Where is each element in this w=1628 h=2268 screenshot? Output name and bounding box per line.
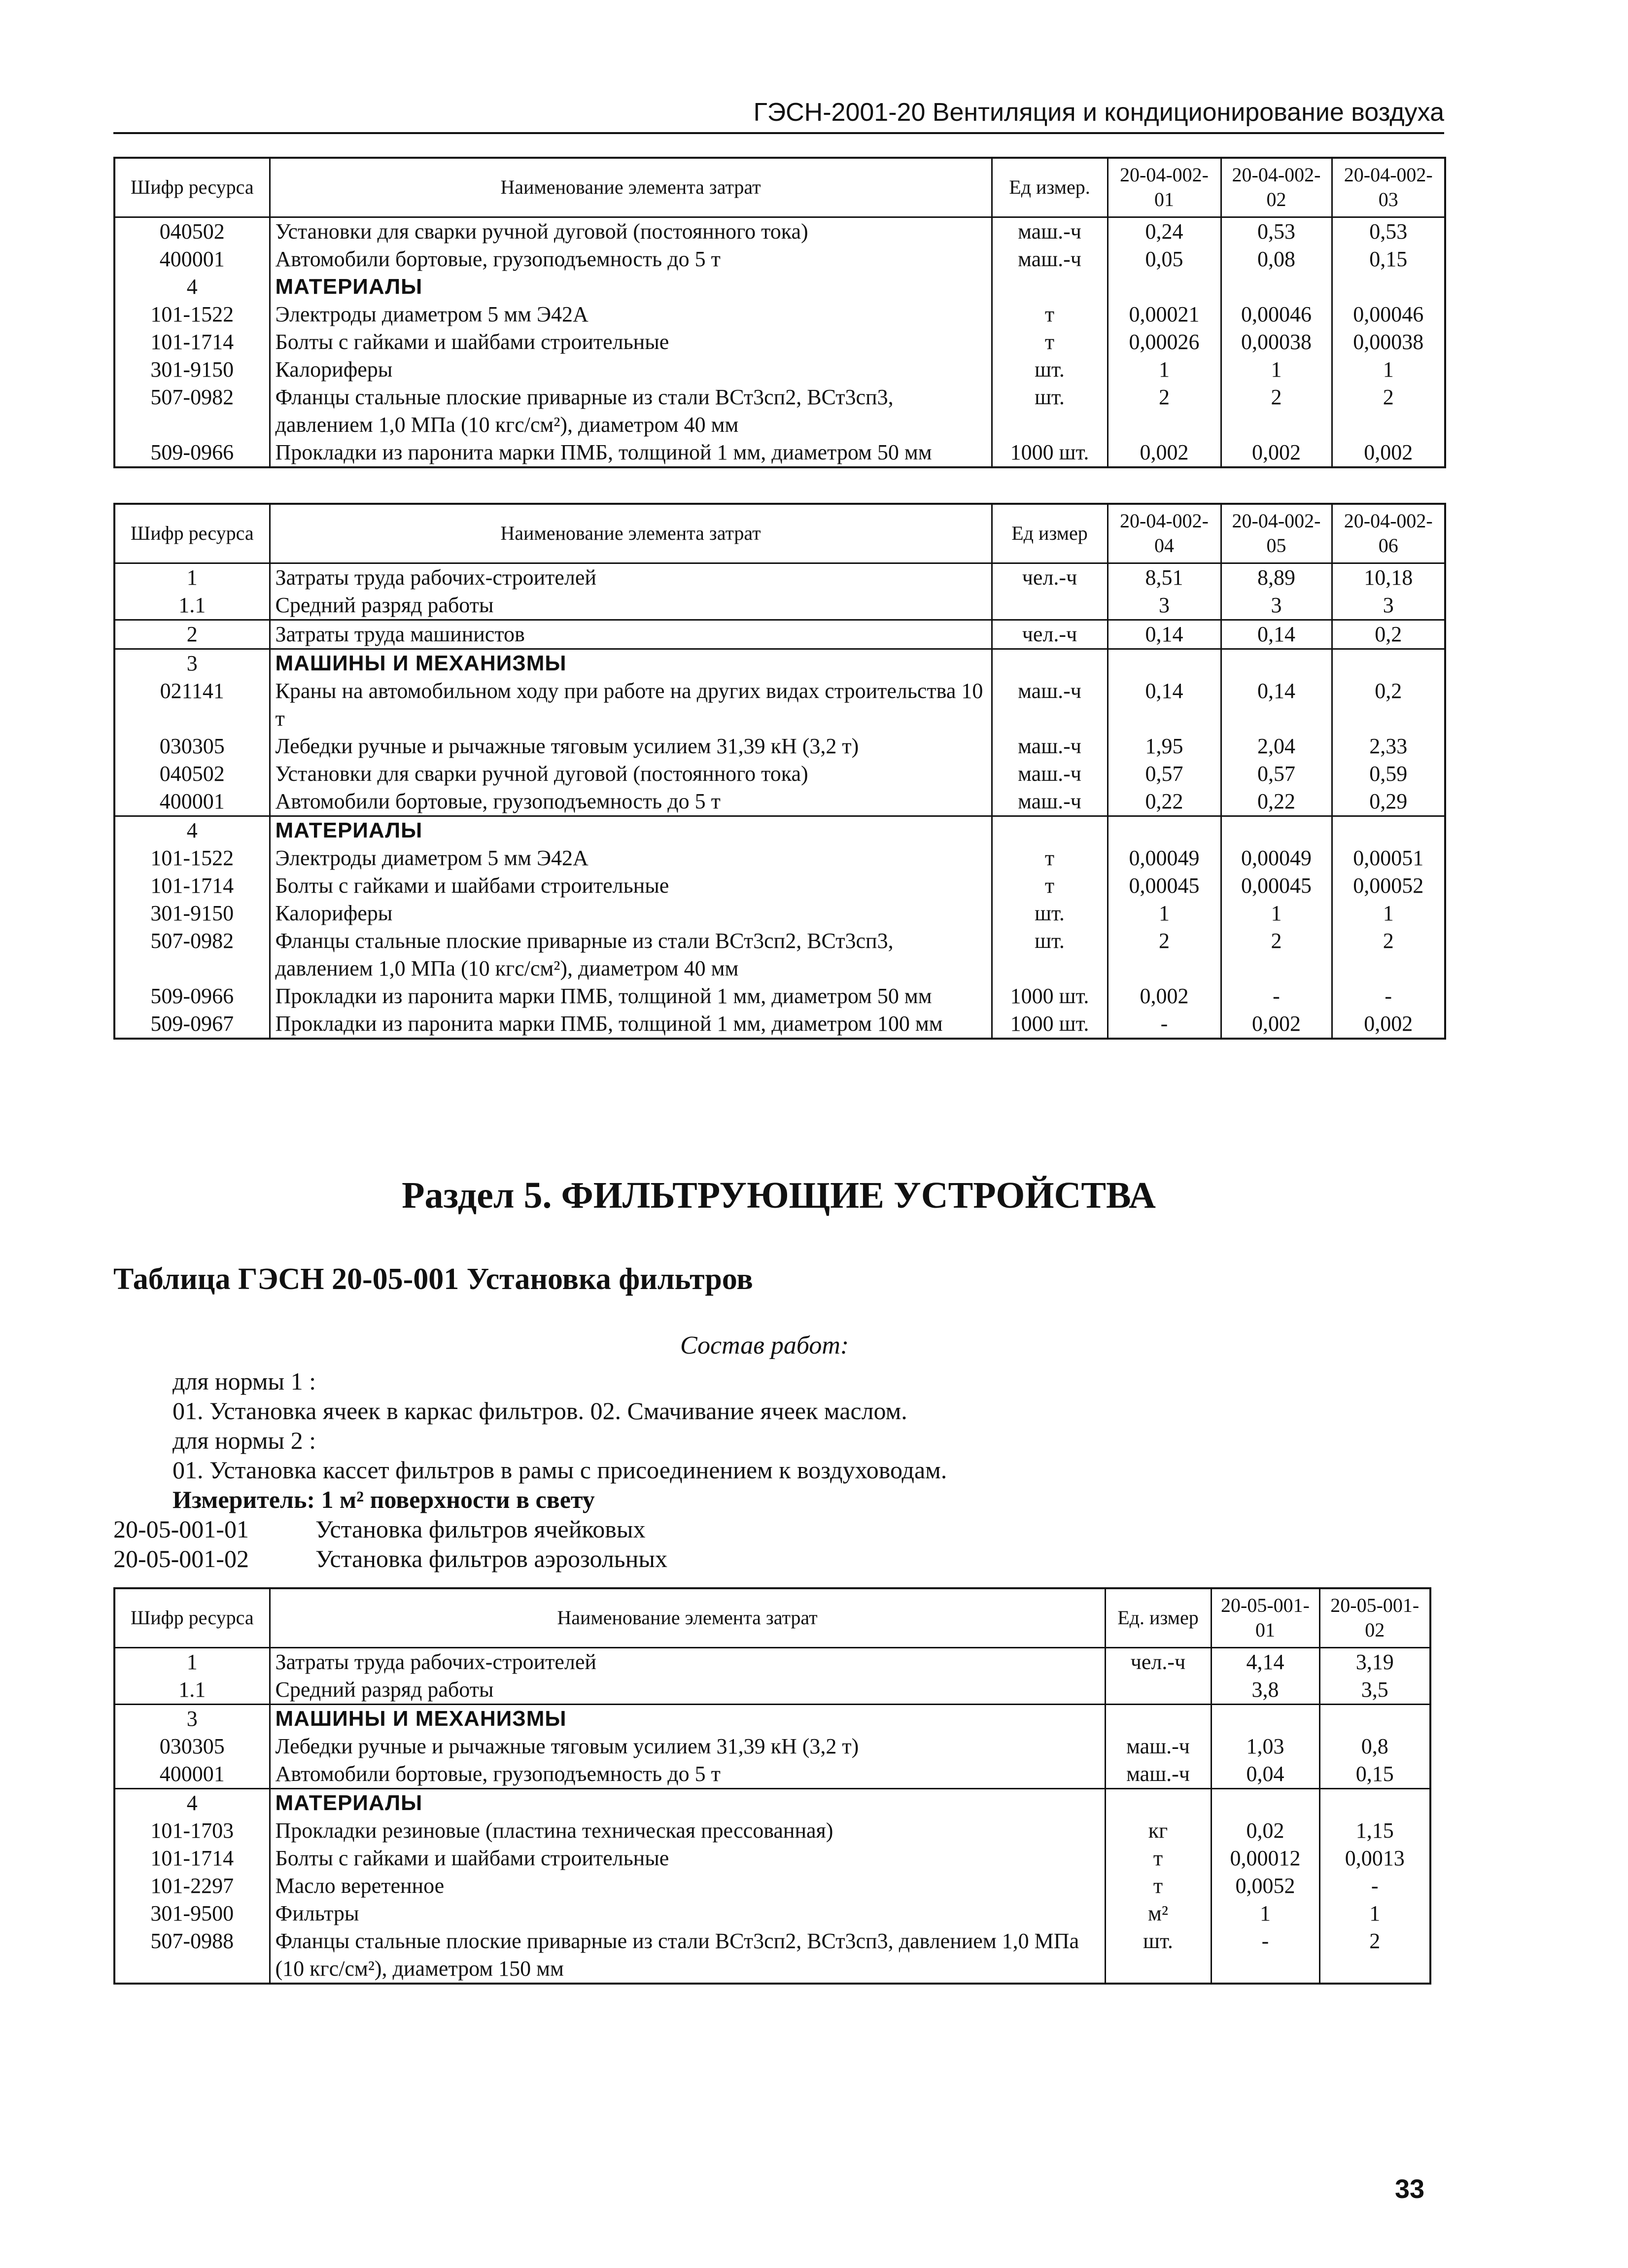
resource-name: Прокладки из паронита марки ПМБ, толщиной 1 мм, диаметром 50 мм (270, 982, 992, 1010)
norm-value: 1 (1108, 356, 1221, 384)
resource-unit: 1000 шт. (992, 1010, 1108, 1039)
norm-value: 1 (1108, 900, 1221, 927)
resource-unit (992, 273, 1108, 301)
resource-name: МАТЕРИАЛЫ (270, 1788, 1105, 1817)
resource-code: 4 (114, 1788, 270, 1817)
norm-value: 0,14 (1108, 677, 1221, 733)
norm-value: 0,24 (1108, 217, 1221, 245)
resource-code: 021141 (114, 677, 270, 733)
resource-unit: т (992, 328, 1108, 356)
resource-code: 1 (114, 563, 270, 592)
resource-unit: шт. (992, 356, 1108, 384)
resource-code: 030305 (114, 733, 270, 760)
group-header-row (114, 1788, 1430, 1817)
col-header-code: Шифр ресурса (114, 1588, 270, 1647)
norm-value (1332, 816, 1445, 844)
resource-code: 101-1714 (114, 328, 270, 356)
table-row (114, 733, 1445, 760)
measure-unit: Измеритель: 1 м² поверхности в свету (173, 1486, 595, 1513)
table-row (114, 1927, 1430, 1984)
section-title: Раздел 5. ФИЛЬТРУЮЩИЕ УСТРОЙСТВА (402, 1175, 1156, 1216)
resource-name: Фильтры (270, 1900, 1105, 1927)
table-row (114, 217, 1445, 245)
resource-name: Лебедки ручные и рычажные тяговым усилием 31,39 кН (3,2 т) (270, 1733, 1105, 1760)
group-header-row (114, 1704, 1430, 1733)
resource-table-3 (113, 1587, 1431, 1985)
resource-unit: чел.-ч (992, 620, 1108, 649)
resource-unit (1105, 1676, 1211, 1705)
resource-name: Болты с гайками и шайбами строительные (270, 1845, 1105, 1872)
norm-value: 0,59 (1332, 760, 1445, 788)
norm-code: 20-05-001-01 (113, 1515, 249, 1543)
resource-name: Фланцы стальные плоские приварные из стали ВСт3сп2, ВСт3сп3, давлением 1,0 МПа (10 кгс/см²), диаметром 150 мм (270, 1927, 1105, 1984)
resource-unit: маш.-ч (992, 677, 1108, 733)
resource-code: 301-9150 (114, 356, 270, 384)
resource-code: 400001 (114, 788, 270, 816)
norm-value: 2,33 (1332, 733, 1445, 760)
resource-code: 2 (114, 620, 270, 649)
table-row (114, 384, 1445, 439)
resource-name: Калориферы (270, 900, 992, 927)
norm-value: 0,00046 (1221, 301, 1332, 328)
norm-value: 0,22 (1108, 788, 1221, 816)
norm-value: 2 (1108, 927, 1221, 982)
resource-code: 101-1703 (114, 1817, 270, 1845)
resource-unit: шт. (992, 927, 1108, 982)
norm-value: 0,00049 (1108, 844, 1221, 872)
norm-value: 2 (1332, 384, 1445, 439)
norm-value: 0,15 (1319, 1760, 1430, 1789)
norm-value (1221, 816, 1332, 844)
col-header-norm: 20-05-001-02 (1319, 1588, 1430, 1647)
resource-code: 509-0966 (114, 982, 270, 1010)
norm-value: - (1221, 982, 1332, 1010)
resource-code: 507-0988 (114, 1927, 270, 1984)
norm-value: 3 (1108, 592, 1221, 620)
col-header-name: Наименование элемента затрат (270, 504, 992, 563)
resource-code: 301-9150 (114, 900, 270, 927)
norm-value: 0,00021 (1108, 301, 1221, 328)
resource-code: 101-1522 (114, 301, 270, 328)
norm-value: 0,00045 (1108, 872, 1221, 900)
resource-name: Установки для сварки ручной дуговой (постоянного тока) (270, 760, 992, 788)
norm-value: 0,002 (1221, 439, 1332, 467)
resource-unit: кг (1105, 1817, 1211, 1845)
resource-code: 040502 (114, 760, 270, 788)
norm-value: 0,05 (1108, 245, 1221, 273)
norm-value: 8,51 (1108, 563, 1221, 592)
col-header-unit: Ед измер (992, 504, 1108, 563)
table-row (114, 328, 1445, 356)
table-row (114, 439, 1445, 467)
table-row (114, 1647, 1430, 1676)
resource-unit: маш.-ч (992, 788, 1108, 816)
resource-unit (992, 592, 1108, 620)
table-row (114, 1010, 1445, 1039)
table-row (114, 1900, 1430, 1927)
header-rule (113, 132, 1444, 134)
col-header-norm: 20-04-002-04 (1108, 504, 1221, 563)
resource-unit: т (992, 844, 1108, 872)
table-row (114, 356, 1445, 384)
norm-value: 1,95 (1108, 733, 1221, 760)
norm-value: 1 (1221, 356, 1332, 384)
table-row (114, 677, 1445, 733)
resource-code: 101-2297 (114, 1872, 270, 1900)
col-header-code: Шифр ресурса (114, 158, 270, 217)
norm-value (1332, 649, 1445, 677)
resource-name: Фланцы стальные плоские приварные из стали ВСт3сп2, ВСт3сп3, давлением 1,0 МПа (10 кгс/см²), диаметром 40 мм (270, 384, 992, 439)
norm-value: 1 (1221, 900, 1332, 927)
norm1-label: для нормы 1 : (173, 1367, 316, 1395)
norm-value: 0,08 (1221, 245, 1332, 273)
resource-unit: маш.-ч (992, 217, 1108, 245)
resource-name: Лебедки ручные и рычажные тяговым усилием 31,39 кН (3,2 т) (270, 733, 992, 760)
resource-unit (1105, 1704, 1211, 1733)
resource-unit: маш.-ч (992, 245, 1108, 273)
norm-value: 0,14 (1221, 677, 1332, 733)
resource-name: Затраты труда рабочих-строителей (270, 1647, 1105, 1676)
norm-code: 20-05-001-02 (113, 1545, 249, 1572)
table-row (114, 760, 1445, 788)
resource-name: Прокладки из паронита марки ПМБ, толщиной 1 мм, диаметром 50 мм (270, 439, 992, 467)
norm-value (1221, 649, 1332, 677)
resource-code: 1.1 (114, 592, 270, 620)
norm-value: 0,00052 (1332, 872, 1445, 900)
resource-unit: т (992, 872, 1108, 900)
norm-value: 0,002 (1108, 982, 1221, 1010)
resource-unit: чел.-ч (1105, 1647, 1211, 1676)
col-header-unit: Ед измер. (992, 158, 1108, 217)
col-header-norm: 20-04-002-03 (1332, 158, 1445, 217)
norm-value: 8,89 (1221, 563, 1332, 592)
resource-name: Прокладки резиновые (пластина техническая прессованная) (270, 1817, 1105, 1845)
resource-name: Установки для сварки ручной дуговой (постоянного тока) (270, 217, 992, 245)
table-row (114, 245, 1445, 273)
norm-value: 0,15 (1332, 245, 1445, 273)
norm-value: 0,00038 (1332, 328, 1445, 356)
norm-value: 1 (1319, 1900, 1430, 1927)
table-row (114, 844, 1445, 872)
table-row (114, 1817, 1430, 1845)
norm-value (1319, 1704, 1430, 1733)
norm-value: 3 (1332, 592, 1445, 620)
norm-value: 0,00051 (1332, 844, 1445, 872)
norm-value: 3,19 (1319, 1647, 1430, 1676)
norm-value: 3,8 (1211, 1676, 1319, 1705)
norm2-label: для нормы 2 : (173, 1427, 316, 1454)
resource-name: Электроды диаметром 5 мм Э42А (270, 301, 992, 328)
table-row (114, 872, 1445, 900)
resource-table-1 (113, 157, 1446, 468)
resource-name: Прокладки из паронита марки ПМБ, толщиной 1 мм, диаметром 100 мм (270, 1010, 992, 1039)
norm-value: 0,00045 (1221, 872, 1332, 900)
resource-unit: маш.-ч (992, 733, 1108, 760)
resource-unit: 1000 шт. (992, 439, 1108, 467)
norm-value: 0,57 (1108, 760, 1221, 788)
resource-name: Затраты труда рабочих-строителей (270, 563, 992, 592)
resource-name: Автомобили бортовые, грузоподъемность до 5 т (270, 1760, 1105, 1789)
table-row (114, 592, 1445, 620)
norm-value (1319, 1788, 1430, 1817)
norm-value: 1 (1332, 356, 1445, 384)
norm-value: 3 (1221, 592, 1332, 620)
table-row (114, 1676, 1430, 1705)
norm-description: Установка фильтров ячейковых (315, 1515, 646, 1543)
table-title: Таблица ГЭСН 20-05-001 Установка фильтров (113, 1262, 753, 1296)
norm-value: 0,00026 (1108, 328, 1221, 356)
norm-value: - (1319, 1872, 1430, 1900)
resource-name: Фланцы стальные плоские приварные из стали ВСт3сп2, ВСт3сп3, давлением 1,0 МПа (10 кгс/см²), диаметром 40 мм (270, 927, 992, 982)
resource-code: 4 (114, 816, 270, 844)
table-row (114, 301, 1445, 328)
resource-name: Калориферы (270, 356, 992, 384)
resource-unit: шт. (992, 384, 1108, 439)
norm-value: 0,002 (1108, 439, 1221, 467)
norm1-text: 01. Установка ячеек в каркас фильтров. 02. Смачивание ячеек маслом. (173, 1397, 907, 1425)
norm-value: 0,53 (1221, 217, 1332, 245)
resource-code: 509-0966 (114, 439, 270, 467)
resource-code: 400001 (114, 1760, 270, 1789)
norm-value: 2 (1108, 384, 1221, 439)
resource-code: 030305 (114, 1733, 270, 1760)
norm-value (1211, 1704, 1319, 1733)
resource-code: 101-1522 (114, 844, 270, 872)
norm-value: 10,18 (1332, 563, 1445, 592)
col-header-norm: 20-04-002-02 (1221, 158, 1332, 217)
table-row (114, 1733, 1430, 1760)
resource-unit (1105, 1788, 1211, 1817)
resource-name: Болты с гайками и шайбами строительные (270, 328, 992, 356)
table-row (114, 1845, 1430, 1872)
norm-value: 0,2 (1332, 620, 1445, 649)
norm-value: 0,53 (1332, 217, 1445, 245)
page-number: 33 (1395, 2174, 1425, 2204)
running-header: ГЭСН-2001-20 Вентиляция и кондиционирование воздуха (753, 98, 1444, 127)
norm-value: 2 (1332, 927, 1445, 982)
resource-name: Болты с гайками и шайбами строительные (270, 872, 992, 900)
resource-table-2 (113, 503, 1446, 1040)
norm-value: 0,00012 (1211, 1845, 1319, 1872)
norm-value: - (1332, 982, 1445, 1010)
col-header-norm: 20-04-002-01 (1108, 158, 1221, 217)
resource-unit (992, 649, 1108, 677)
norm-value: 0,2 (1332, 677, 1445, 733)
norm-value: 2,04 (1221, 733, 1332, 760)
norm-value: 1 (1332, 900, 1445, 927)
resource-unit: маш.-ч (992, 760, 1108, 788)
norm-value: 0,8 (1319, 1733, 1430, 1760)
resource-name: МАТЕРИАЛЫ (270, 816, 992, 844)
resource-unit: маш.-ч (1105, 1733, 1211, 1760)
group-header-row (114, 816, 1445, 844)
resource-code: 301-9500 (114, 1900, 270, 1927)
norm-value: 0,002 (1332, 1010, 1445, 1039)
resource-name: Автомобили бортовые, грузоподъемность до 5 т (270, 245, 992, 273)
norm-value: 0,002 (1221, 1010, 1332, 1039)
resource-code: 507-0982 (114, 384, 270, 439)
norm-value (1108, 816, 1221, 844)
resource-name: МАТЕРИАЛЫ (270, 273, 992, 301)
resource-unit: т (1105, 1845, 1211, 1872)
resource-code: 4 (114, 273, 270, 301)
resource-name: Автомобили бортовые, грузоподъемность до 5 т (270, 788, 992, 816)
norm-value (1332, 273, 1445, 301)
norm-value: 4,14 (1211, 1647, 1319, 1676)
table-row (114, 563, 1445, 592)
col-header-name: Наименование элемента затрат (270, 1588, 1105, 1647)
norm-value: - (1211, 1927, 1319, 1984)
resource-unit: шт. (992, 900, 1108, 927)
norm-value: 0,29 (1332, 788, 1445, 816)
resource-code: 509-0967 (114, 1010, 270, 1039)
col-header-code: Шифр ресурса (114, 504, 270, 563)
resource-code: 507-0982 (114, 927, 270, 982)
norm2-text: 01. Установка кассет фильтров в рамы с присоединением к воздуховодам. (173, 1456, 947, 1484)
norm-value: 1,15 (1319, 1817, 1430, 1845)
resource-unit: т (1105, 1872, 1211, 1900)
table-row (114, 1760, 1430, 1789)
resource-name: Затраты труда машинистов (270, 620, 992, 649)
norm-description: Установка фильтров аэрозольных (315, 1545, 667, 1572)
resource-unit: шт. (1105, 1927, 1211, 1984)
norm-value: 0,57 (1221, 760, 1332, 788)
resource-code: 400001 (114, 245, 270, 273)
group-header-row (114, 273, 1445, 301)
norm-value: 0,00046 (1332, 301, 1445, 328)
norm-value: 3,5 (1319, 1676, 1430, 1705)
norm-value (1211, 1788, 1319, 1817)
norm-value: 2 (1319, 1927, 1430, 1984)
resource-code: 3 (114, 649, 270, 677)
resource-code: 101-1714 (114, 872, 270, 900)
col-header-name: Наименование элемента затрат (270, 158, 992, 217)
resource-name: Средний разряд работы (270, 592, 992, 620)
norm-value: 0,04 (1211, 1760, 1319, 1789)
resource-unit: чел.-ч (992, 563, 1108, 592)
norm-value: 0,14 (1108, 620, 1221, 649)
norm-value: 0,02 (1211, 1817, 1319, 1845)
resource-code: 101-1714 (114, 1845, 270, 1872)
norm-value: 0,14 (1221, 620, 1332, 649)
norm-value (1108, 273, 1221, 301)
resource-unit (992, 816, 1108, 844)
table-row (114, 900, 1445, 927)
col-header-norm: 20-05-001-01 (1211, 1588, 1319, 1647)
norm-value: 2 (1221, 927, 1332, 982)
table-row (114, 927, 1445, 982)
resource-name: Средний разряд работы (270, 1676, 1105, 1705)
resource-name: МАШИНЫ И МЕХАНИЗМЫ (270, 649, 992, 677)
resource-unit: маш.-ч (1105, 1760, 1211, 1789)
resource-code: 3 (114, 1704, 270, 1733)
table-row (114, 982, 1445, 1010)
norm-value: 0,0013 (1319, 1845, 1430, 1872)
norm-value: 1,03 (1211, 1733, 1319, 1760)
norm-value: 0,00038 (1221, 328, 1332, 356)
norm-value (1108, 649, 1221, 677)
resource-name: Электроды диаметром 5 мм Э42А (270, 844, 992, 872)
resource-name: Краны на автомобильном ходу при работе на других видах строительства 10 т (270, 677, 992, 733)
norm-value: 2 (1221, 384, 1332, 439)
col-header-unit: Ед. измер (1105, 1588, 1211, 1647)
norm-value: - (1108, 1010, 1221, 1039)
col-header-norm: 20-04-002-06 (1332, 504, 1445, 563)
table-row (114, 620, 1445, 649)
resource-unit: 1000 шт. (992, 982, 1108, 1010)
resource-code: 040502 (114, 217, 270, 245)
norm-value: 1 (1211, 1900, 1319, 1927)
norm-value: 0,002 (1332, 439, 1445, 467)
col-header-norm: 20-04-002-05 (1221, 504, 1332, 563)
work-composition-title: Состав работ: (680, 1331, 849, 1360)
norm-value: 0,00049 (1221, 844, 1332, 872)
group-header-row (114, 649, 1445, 677)
table-row (114, 788, 1445, 816)
resource-unit: т (992, 301, 1108, 328)
resource-name: Масло веретенное (270, 1872, 1105, 1900)
resource-unit: м² (1105, 1900, 1211, 1927)
table-row (114, 1872, 1430, 1900)
resource-code: 1 (114, 1647, 270, 1676)
norm-value (1221, 273, 1332, 301)
resource-name: МАШИНЫ И МЕХАНИЗМЫ (270, 1704, 1105, 1733)
norm-value: 0,0052 (1211, 1872, 1319, 1900)
norm-value: 0,22 (1221, 788, 1332, 816)
resource-code: 1.1 (114, 1676, 270, 1705)
